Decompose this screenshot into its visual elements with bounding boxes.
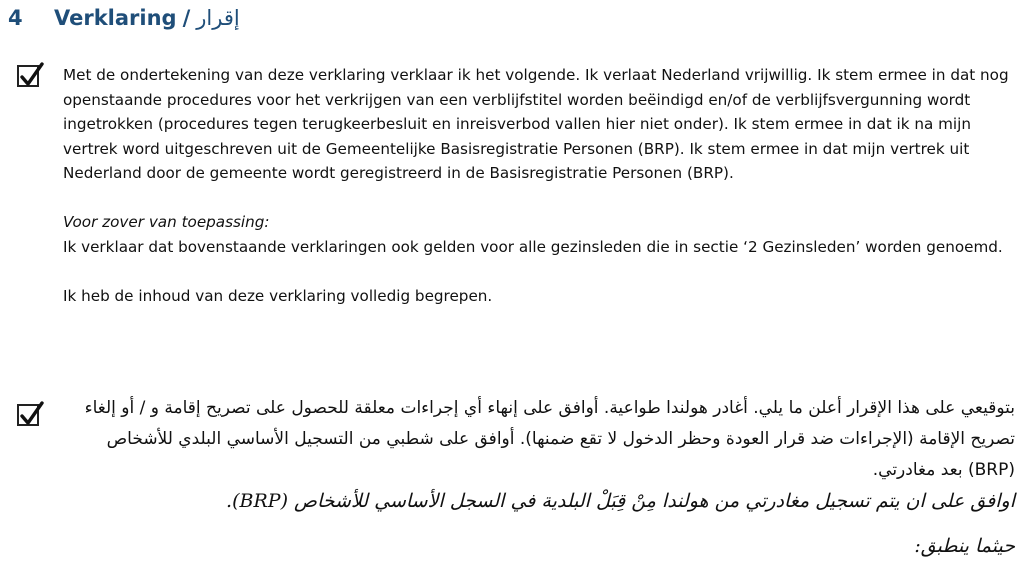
checkmark-icon <box>17 61 45 91</box>
dutch-declaration-paragraph: Met de ondertekening van deze verklaring verklaar ik het volgende. Ik verlaat Nederland vrijwillig. Ik stem ermee in dat nog openstaande procedures voor het verkrijgen van een verblijfstitel worden beëindigd en/of de verblijfsvergunning wordt ingetrokken (procedures tegen terugkeerbesluit en inreisverbod vallen hier niet onder). Ik stem ermee in dat ik na mijn vertrek word uitgeschreven uit de Gemeentelijke Basisregistratie Personen (BRP). Ik stem ermee in dat mijn vertrek uit Nederland door de gemeente wordt geregistreerd in de Basisregistratie Personen (BRP). <box>63 66 1009 182</box>
dutch-applicable-text: Ik verklaar dat bovenstaande verklaringen ook gelden voor alle gezinsleden die in sectie ‘2 Gezinsleden’ worden genoemd. <box>63 237 1003 256</box>
dutch-closing-statement: Ik heb de inhoud van deze verklaring volledig begrepen. <box>63 286 493 305</box>
arabic-declaration-text <box>63 393 1015 562</box>
section-heading <box>8 2 240 34</box>
dutch-declaration-text <box>63 63 1013 308</box>
section-title-separator: / <box>182 6 191 30</box>
arabic-declaration-checkbox[interactable] <box>17 404 39 426</box>
section-number: 4 <box>8 6 23 30</box>
checkmark-icon <box>17 400 45 430</box>
arabic-applicable-heading: حيثما ينطبق: <box>914 535 1015 557</box>
section-title: Verklaring <box>54 6 177 30</box>
dutch-declaration-checkbox[interactable] <box>17 65 39 87</box>
section-title-arabic: إقرار <box>196 6 240 30</box>
dutch-applicable-heading: Voor zover van toepassing: <box>63 213 270 231</box>
arabic-registration-paragraph: اوافق على ان يتم تسجيل مغادرتي من هولندا مِنْ قِبَلْ البلدية في السجل الأساسي للأشخاص (BRP). <box>226 490 1015 512</box>
arabic-declaration-paragraph: بتوقيعي على هذا الإقرار أعلن ما يلي. أغادر هولندا طواعية. أوافق على إنهاء أي إجراءات معلقة للحصول على تصريح إقامة و / أو إلغاء تصريح الإقامة (الإجراءات ضد قرار العودة وحظر الدخول لا تقع ضمنها). أوافق على شطبي من التسجيل الأساسي البلدي للأشخاص (BRP) بعد مغادرتي. <box>84 398 1015 480</box>
